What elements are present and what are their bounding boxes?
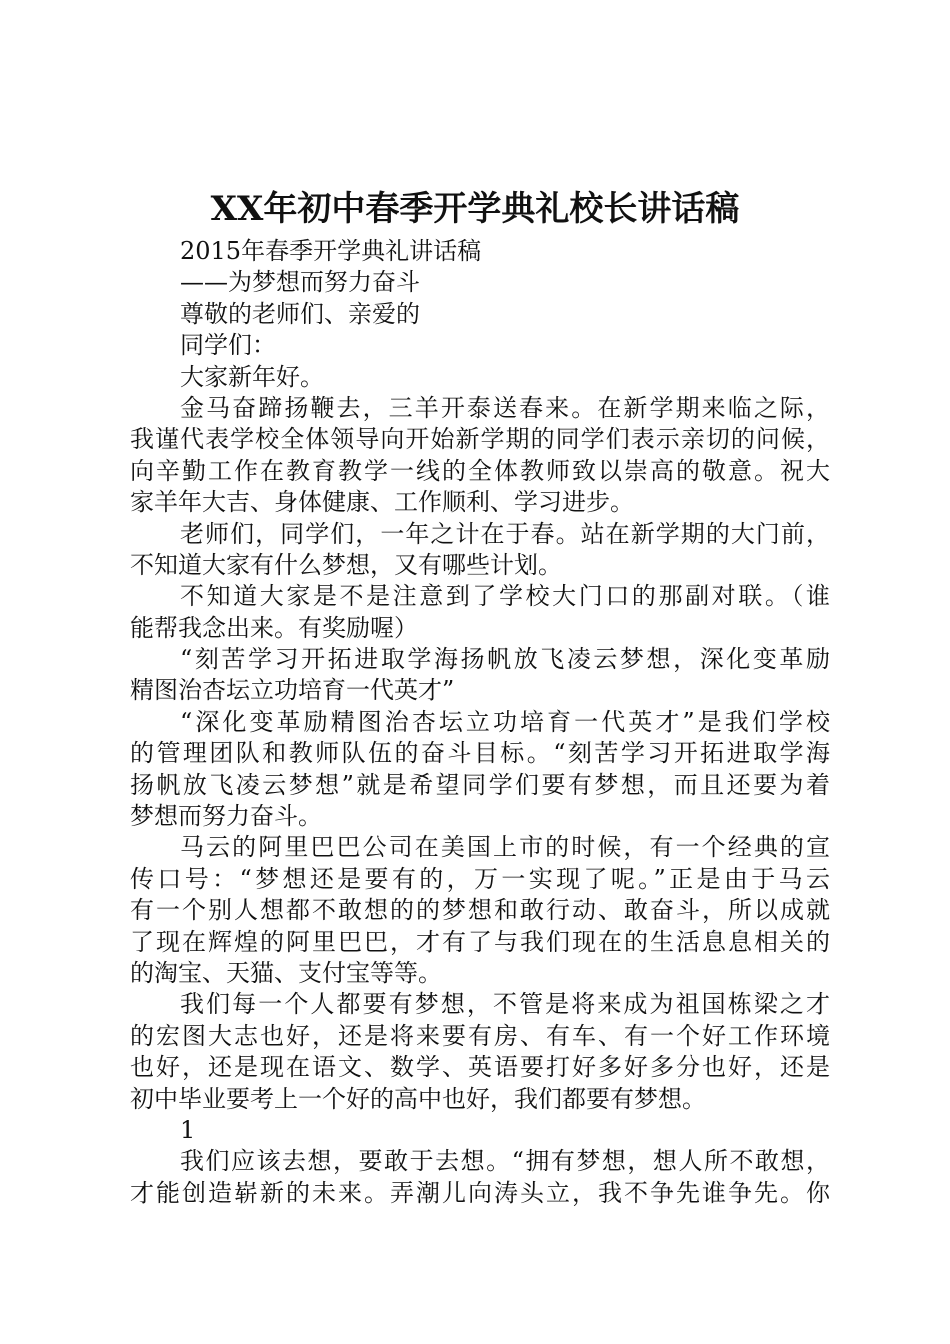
text-line: 马云的阿里巴巴公司在美国上市的时候，有一个经典的宣 bbox=[180, 833, 830, 862]
document-body bbox=[130, 236, 830, 1209]
text-line: 2015年春季开学典礼讲话稿 bbox=[180, 237, 482, 265]
text-line: 初中毕业要考上一个好的高中也好，我们都要有梦想。 bbox=[130, 1084, 706, 1113]
text-line: 同学们： bbox=[180, 331, 276, 360]
text-line: 传口号：“梦想还是要有的，万一实现了呢。”正是由于马云 bbox=[130, 864, 830, 893]
text-line: 我们每一个人都要有梦想，不管是将来成为祖国栋梁之才 bbox=[180, 990, 830, 1019]
text-line: ——为梦想而努力奋斗 bbox=[180, 268, 420, 297]
text-line: 也好，还是现在语文、数学、英语要打好多好多分也好，还是 bbox=[130, 1053, 830, 1082]
text-line: 家羊年大吉、身体健康、工作顺利、学习进步。 bbox=[130, 488, 634, 517]
text-line: 才能创造崭新的未来。弄潮儿向涛头立，我不争先谁争先。你 bbox=[130, 1178, 830, 1207]
text-line: 能帮我念出来。有奖励喔） bbox=[130, 613, 418, 642]
text-line: 不知道大家是不是注意到了学校大门口的那副对联。（谁 bbox=[180, 582, 830, 611]
text-line: 有一个别人想都不敢想的的梦想和敢行动、敢奋斗，所以成就 bbox=[130, 896, 830, 925]
text-line: 梦想而努力奋斗。 bbox=[130, 802, 322, 831]
text-line: 金马奋蹄扬鞭去，三羊开泰送春来。在新学期来临之际， bbox=[180, 393, 830, 422]
text-line: 扬帆放飞凌云梦想”就是希望同学们要有梦想，而且还要为着 bbox=[130, 770, 830, 799]
text-line: 我谨代表学校全体领导向开始新学期的同学们表示亲切的问候， bbox=[130, 425, 830, 454]
text-line: 的管理团队和教师队伍的奋斗目标。“刻苦学习开拓进取学海 bbox=[130, 739, 830, 768]
text-line: 我们应该去想，要敢于去想。“拥有梦想，想人所不敢想， bbox=[180, 1147, 830, 1176]
text-line: 不知道大家有什么梦想，又有哪些计划。 bbox=[130, 550, 562, 579]
text-line: 的宏图大志也好，还是将来要有房、有车、有一个好工作环境 bbox=[130, 1021, 830, 1050]
page-number: 1 bbox=[180, 1115, 196, 1144]
text-line: “刻苦学习开拓进取学海扬帆放飞凌云梦想，深化变革励 bbox=[180, 645, 830, 674]
text-line: 老师们，同学们，一年之计在于春。站在新学期的大门前， bbox=[180, 519, 830, 548]
text-line: 了现在辉煌的阿里巴巴，才有了与我们现在的生活息息相关的 bbox=[130, 927, 830, 956]
text-line: 向辛勤工作在教育教学一线的全体教师致以崇高的敬意。祝大 bbox=[130, 456, 830, 485]
text-line: 尊敬的老师们、亲爱的 bbox=[180, 299, 420, 328]
text-line: “深化变革励精图治杏坛立功培育一代英才”是我们学校 bbox=[180, 707, 830, 736]
text-line: 的淘宝、天猫、支付宝等等。 bbox=[130, 958, 442, 987]
document-title: XX年初中春季开学典礼校长讲话稿 bbox=[210, 189, 740, 229]
text-line: 大家新年好。 bbox=[180, 362, 324, 391]
text-line: 精图治杏坛立功培育一代英才” bbox=[130, 676, 455, 705]
